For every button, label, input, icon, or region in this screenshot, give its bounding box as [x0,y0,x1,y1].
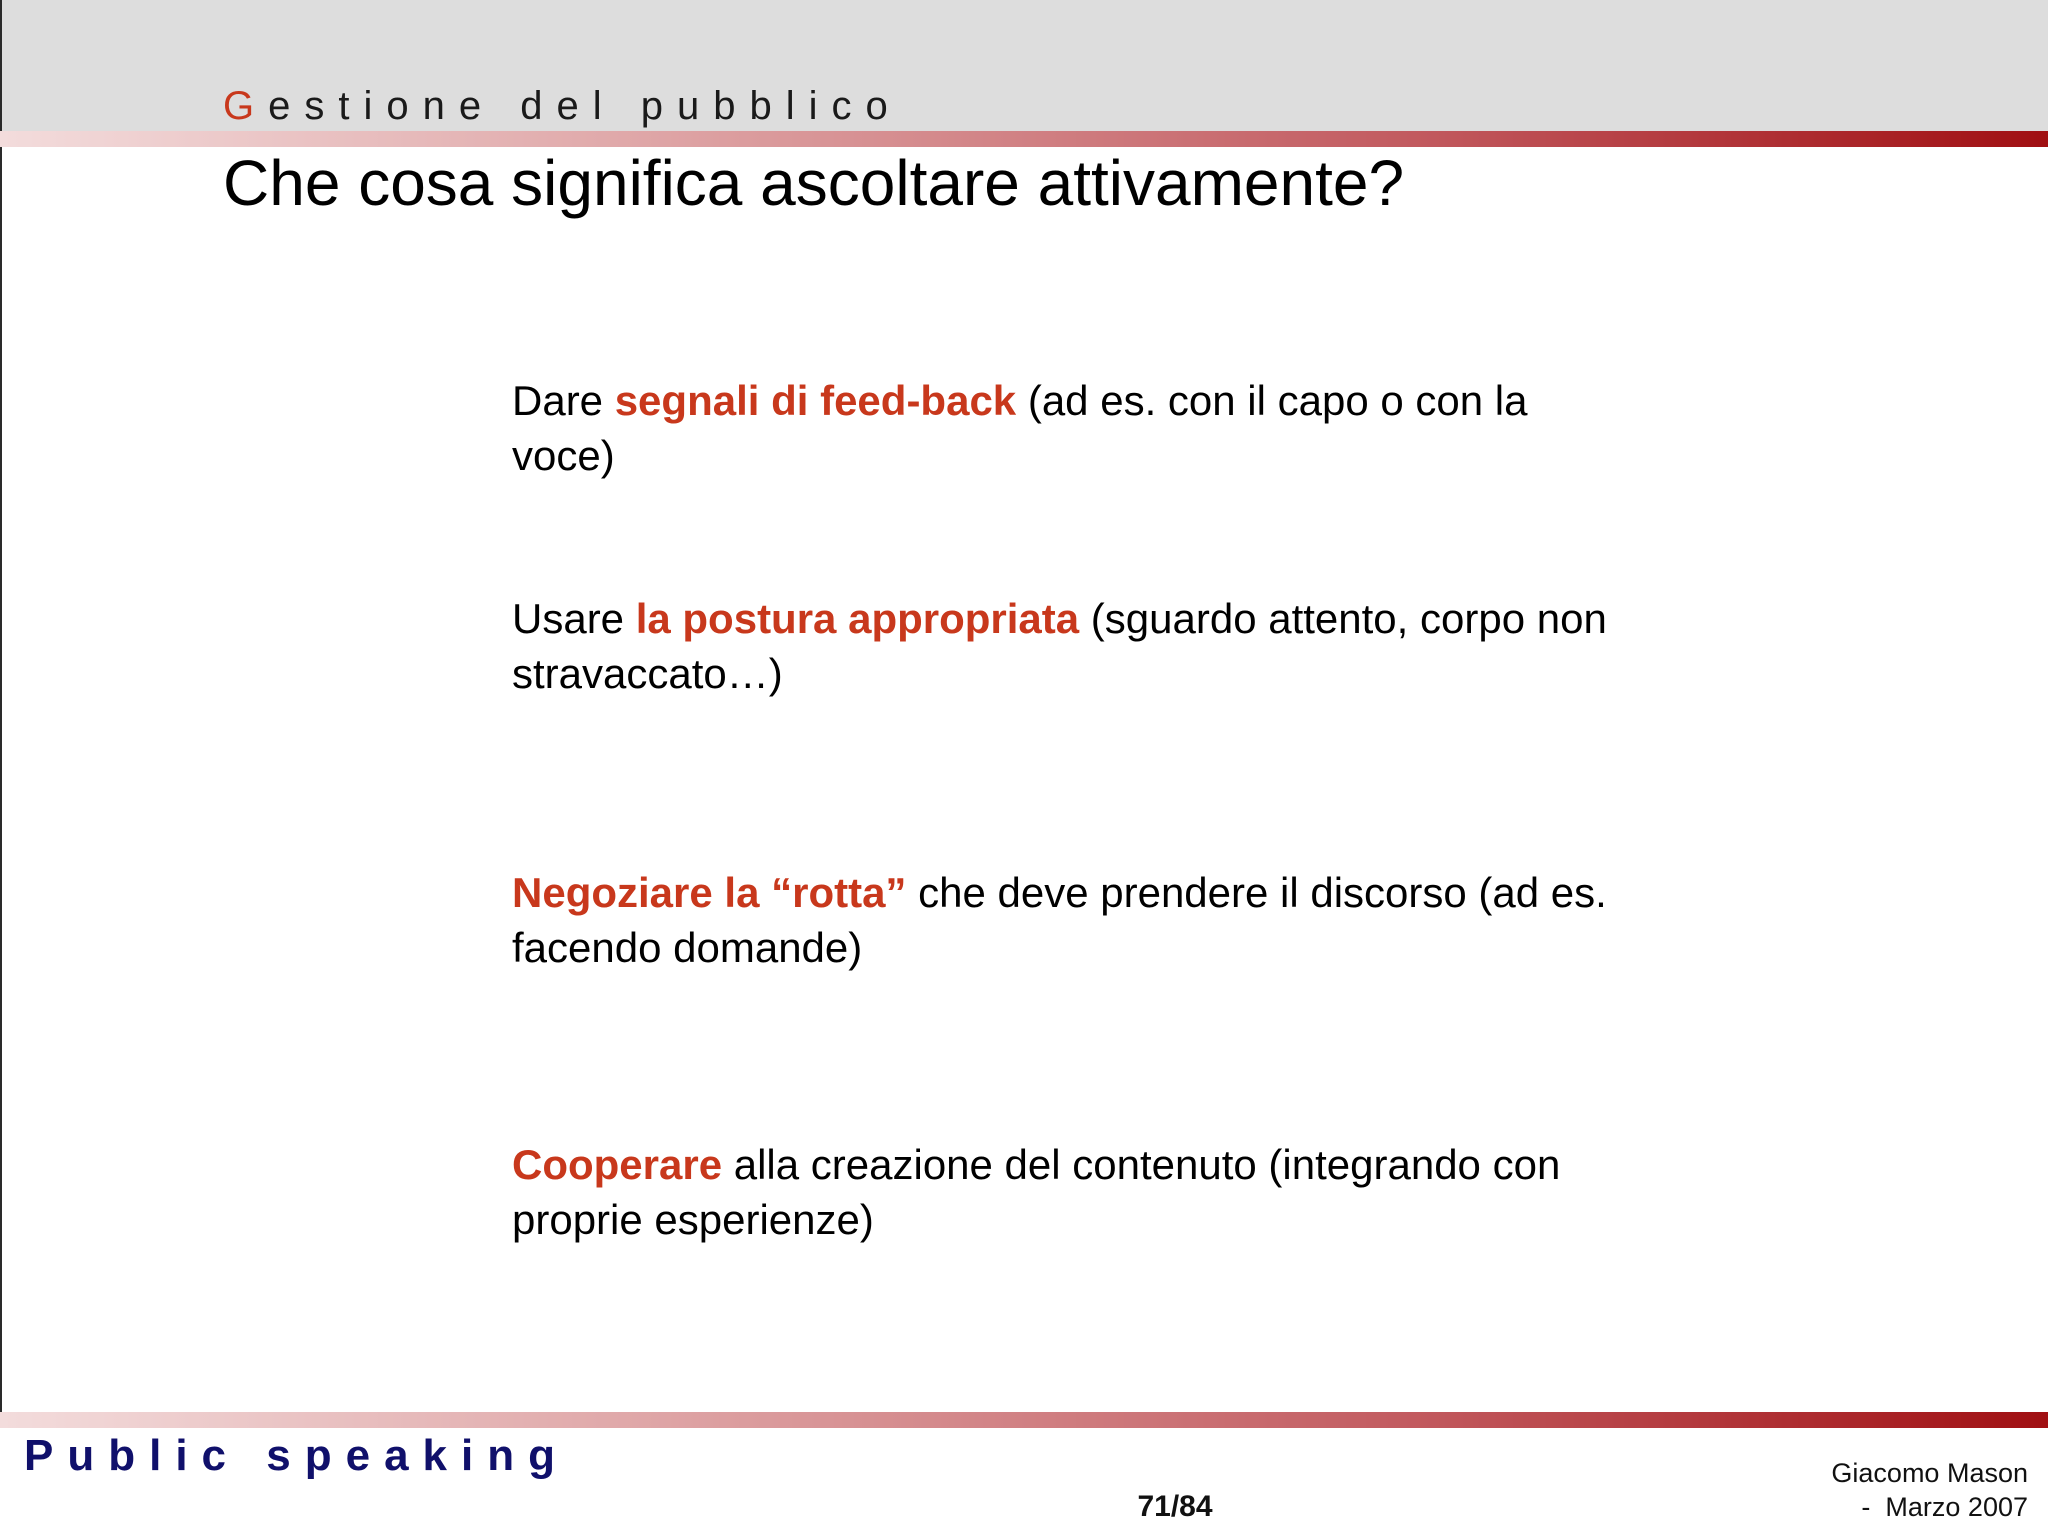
author-name: Giacomo Mason [1831,1458,2028,1488]
bullet-item [512,865,1612,975]
bullet-highlight: Negoziare la “rotta” [512,869,907,916]
bullet-item [512,373,1612,483]
author-date: - Marzo 2007 [1861,1492,2028,1522]
bullet-text-after: alla creazione del contenuto (integrando con proprie esperienze) [512,1141,1561,1243]
footer-author [1831,1456,2028,1524]
slide-title: Che cosa significa ascoltare attivamente? [223,147,1405,219]
bullet-text-before: Usare [512,595,636,642]
footer-brand: Public speaking [24,1431,569,1480]
bullet-item [512,591,1612,701]
bullet-text-after: (ad es. con il capo o con la voce) [512,377,1528,479]
bullet-text-after: che deve prendere il discorso (ad es. facendo domande) [512,869,1607,971]
left-border-rule [0,0,2,1412]
bullet-text-after: (sguardo attento, corpo non stravaccato…) [512,595,1607,697]
bullet-highlight: Cooperare [512,1141,723,1188]
bullet-highlight: la postura appropriata [635,595,1080,642]
section-title-initial: G [223,84,269,128]
bullet-item [512,1137,1612,1247]
bullet-text-before: Dare [512,377,615,424]
footer-divider-bar [0,1412,2048,1428]
section-title-rest: estione del pubblico [268,84,902,128]
bullet-highlight: segnali di feed-back [614,377,1017,424]
section-title [223,82,902,130]
page-number: 71/84 [1137,1490,1213,1523]
